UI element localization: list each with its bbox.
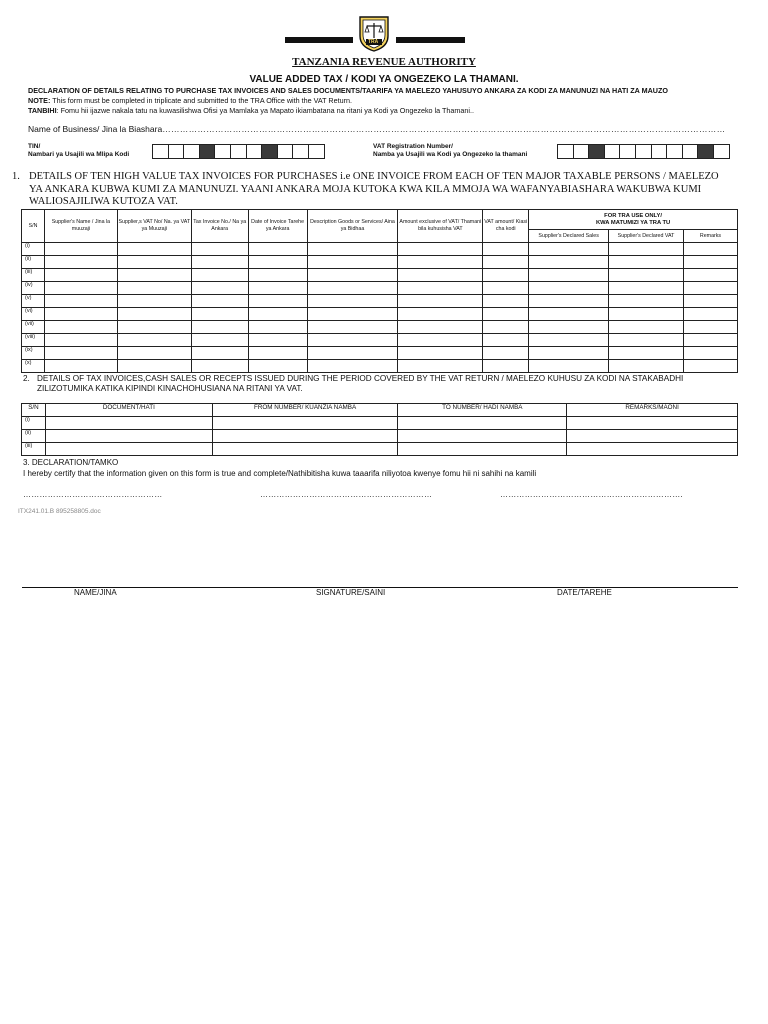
table-row	[22, 243, 738, 256]
table-cell[interactable]	[398, 417, 567, 430]
table-cell[interactable]	[117, 295, 191, 308]
signature-label: SIGNATURE/SAINI	[316, 588, 386, 597]
table-cell[interactable]	[117, 347, 191, 360]
section2-text: DETAILS OF TAX INVOICES,CASH SALES OR RECEPTS ISSUED DURING THE PERIOD COVERED BY THE VAT RETURN / MAELEZO KUHUSU ZA KODI NA STAKABADHI ZILIZOTUMIKA KATIKA KIPINDI KINACHOHUSIANA NA RITANI YA VAT.	[37, 374, 684, 393]
table-cell[interactable]	[683, 347, 737, 360]
table-cell[interactable]	[398, 430, 567, 443]
col-supplier-vat: Supplier,s VAT No/ Na. ya VAT ya Muuzaji	[117, 210, 191, 243]
table-cell[interactable]	[529, 308, 609, 321]
table-cell[interactable]	[398, 243, 483, 256]
date-label: DATE/TAREHE	[557, 588, 612, 597]
col2-remarks: REMARKS/MAONI	[567, 404, 738, 417]
row-sn: (ii)	[22, 430, 46, 443]
row-sn: (x)	[22, 360, 45, 373]
tra-header-en: FOR TRA USE ONLY/	[604, 212, 663, 219]
section3-heading: 3. DECLARATION/TAMKO	[23, 458, 119, 467]
table-cell[interactable]	[683, 360, 737, 373]
table-cell[interactable]	[191, 243, 248, 256]
table-cell[interactable]	[529, 269, 609, 282]
table-cell[interactable]	[483, 269, 529, 282]
table-cell[interactable]	[248, 256, 307, 269]
sales-documents-table	[21, 403, 738, 456]
table-cell[interactable]	[248, 347, 307, 360]
header-left-bar	[285, 37, 353, 43]
table-cell[interactable]	[307, 347, 398, 360]
certification-statement: I hereby certify that the information given on this form is true and complete/Nathibitisha kuwa taaarifa niliyotoa kwenye fomu hii ni sahihi na kamili	[23, 469, 537, 478]
table-cell[interactable]	[529, 334, 609, 347]
tanbihi-line	[28, 106, 474, 115]
table-cell[interactable]	[212, 443, 398, 456]
table-cell[interactable]	[191, 334, 248, 347]
purchase-invoices-table	[21, 209, 738, 373]
table-cell[interactable]	[307, 269, 398, 282]
table-row	[22, 295, 738, 308]
section1-number: 1.	[12, 171, 20, 182]
tin-label-en: TIN/	[28, 143, 41, 150]
table-cell[interactable]	[483, 321, 529, 334]
header-right-bar	[396, 37, 465, 43]
table-cell[interactable]	[191, 295, 248, 308]
vrn-label-en: VAT Registration Number/	[373, 143, 453, 150]
table-cell[interactable]	[609, 347, 684, 360]
table-cell[interactable]	[609, 321, 684, 334]
col-description: Description Goods or Services/ Aina ya Bidhaa	[307, 210, 398, 243]
table-cell[interactable]	[483, 256, 529, 269]
tin-box[interactable]	[292, 144, 309, 159]
table-cell[interactable]	[609, 334, 684, 347]
row-sn: (i)	[22, 243, 45, 256]
tin-separator	[261, 144, 278, 159]
table-cell[interactable]	[44, 243, 117, 256]
vrn-label-sw: Namba ya Usajili wa Kodi ya Ongezeko la thamani	[373, 151, 528, 158]
row-sn: (v)	[22, 295, 45, 308]
table-row	[22, 269, 738, 282]
table-cell[interactable]	[44, 295, 117, 308]
row-sn: (iii)	[22, 443, 46, 456]
vrn-separator	[697, 144, 714, 159]
tin-box[interactable]	[168, 144, 185, 159]
col-declared-sales: Supplier's Declared Sales	[529, 230, 609, 243]
section1-text: DETAILS OF TEN HIGH VALUE TAX INVOICES FOR PURCHASES i.e ONE INVOICE FROM EACH OF TEN MAJOR TAXABLE PERSONS / MAELEZO YA ANKARA KUBWA KUMI ZA MANUNUZI. YAANI ANKARA MOJA KUTOKA KWA KILA MMOJA WA WAFANYABIASHARA WAKUBWA KUMI WALIOSAJILIWA KUTOZA VAT.	[29, 171, 719, 207]
tin-separator	[199, 144, 216, 159]
note-line	[28, 96, 352, 105]
table-cell[interactable]	[212, 417, 398, 430]
table-cell[interactable]	[117, 269, 191, 282]
row-sn: (iv)	[22, 282, 45, 295]
table-cell[interactable]	[191, 282, 248, 295]
table-cell[interactable]	[398, 360, 483, 373]
business-name-field[interactable]	[28, 124, 725, 134]
table-cell[interactable]	[191, 347, 248, 360]
table-cell[interactable]	[529, 282, 609, 295]
tanbihi-text: : Fomu hii ijazwe nakala tatu na kuwasilishwa Ofisi ya Mamlaka ya Mapato ikiambatana na ritani ya Kodi ya Ongezeko la Thamani..	[56, 106, 474, 115]
vrn-separator	[588, 144, 605, 159]
table-cell[interactable]	[609, 295, 684, 308]
document-reference: ITX241.01.B 895258805.doc	[18, 508, 101, 515]
table-cell[interactable]	[483, 308, 529, 321]
table-cell[interactable]	[529, 256, 609, 269]
table-cell[interactable]	[212, 430, 398, 443]
vrn-box[interactable]	[619, 144, 636, 159]
table-cell[interactable]	[191, 308, 248, 321]
table-cell[interactable]	[307, 321, 398, 334]
table-cell[interactable]	[567, 443, 738, 456]
col2-to-number: TO NUMBER/ HADI NAMBA	[398, 404, 567, 417]
table-cell[interactable]	[44, 256, 117, 269]
table-cell[interactable]	[307, 243, 398, 256]
tin-label-sw: Nambari ya Usajili wa Mlipa Kodi	[28, 151, 130, 158]
table-cell[interactable]	[398, 321, 483, 334]
table-cell[interactable]	[398, 334, 483, 347]
col-invoice-no: Tax Invoice No./ Na ya Ankara	[191, 210, 248, 243]
table-cell[interactable]	[609, 308, 684, 321]
vrn-box[interactable]	[651, 144, 668, 159]
row-sn: (i)	[22, 417, 46, 430]
business-name-dots: …………………………………………………………………………………………………………………………………………………………………………	[162, 124, 726, 134]
row-sn: (ii)	[22, 256, 45, 269]
table-cell[interactable]	[398, 295, 483, 308]
table-cell[interactable]	[683, 295, 737, 308]
col-supplier-name: Supplier's Name / Jina la muuzaji	[44, 210, 117, 243]
table-cell[interactable]	[248, 243, 307, 256]
name-dots[interactable]: ……………………………………………	[23, 490, 163, 499]
table-row	[22, 417, 738, 430]
col-remarks: Remarks	[683, 230, 737, 243]
business-name-label: Name of Business/ Jina la Biashara	[28, 124, 163, 134]
date-dots[interactable]: ………………………………………………………….	[500, 490, 683, 499]
table-cell[interactable]	[44, 360, 117, 373]
table-row	[22, 282, 738, 295]
vrn-box[interactable]	[682, 144, 699, 159]
table-cell[interactable]	[191, 321, 248, 334]
table-cell[interactable]	[44, 321, 117, 334]
tin-box[interactable]	[308, 144, 325, 159]
table-cell[interactable]	[398, 347, 483, 360]
table-cell[interactable]	[609, 360, 684, 373]
vrn-label	[373, 143, 527, 159]
vrn-box[interactable]	[713, 144, 730, 159]
table-cell[interactable]	[45, 443, 212, 456]
table-row	[22, 360, 738, 373]
table-cell[interactable]	[567, 430, 738, 443]
table-row	[22, 347, 738, 360]
table-cell[interactable]	[529, 321, 609, 334]
tra-use-only-header	[529, 210, 738, 230]
table-cell[interactable]	[483, 360, 529, 373]
row-sn: (vii)	[22, 321, 45, 334]
table-cell[interactable]	[248, 334, 307, 347]
col2-sn: S/N	[22, 404, 46, 417]
table-cell[interactable]	[567, 417, 738, 430]
vrn-boxes[interactable]	[558, 144, 730, 159]
table-cell[interactable]	[44, 269, 117, 282]
table-cell[interactable]	[191, 256, 248, 269]
name-label: NAME/JINA	[74, 588, 117, 597]
tin-box[interactable]	[152, 144, 169, 159]
table-cell[interactable]	[45, 417, 212, 430]
table-row	[22, 308, 738, 321]
table-cell[interactable]	[248, 360, 307, 373]
table-cell[interactable]	[683, 321, 737, 334]
table-row	[22, 256, 738, 269]
form-title: VALUE ADDED TAX / KODI YA ONGEZEKO LA THAMANI.	[249, 74, 519, 85]
table-cell[interactable]	[398, 256, 483, 269]
table-cell[interactable]	[117, 360, 191, 373]
tin-box[interactable]	[277, 144, 294, 159]
table-cell[interactable]	[307, 360, 398, 373]
table-cell[interactable]	[44, 308, 117, 321]
note-text: This form must be completed in triplicate and submitted to the TRA Office with the VAT Return.	[50, 96, 352, 105]
table-cell[interactable]	[398, 282, 483, 295]
table-row	[22, 443, 738, 456]
tin-boxes[interactable]	[153, 144, 325, 159]
table-row	[22, 321, 738, 334]
vrn-box[interactable]	[666, 144, 683, 159]
col2-document: DOCUMENT/HATI	[45, 404, 212, 417]
table-cell[interactable]	[307, 334, 398, 347]
table-cell[interactable]	[117, 243, 191, 256]
table-cell[interactable]	[529, 243, 609, 256]
table-cell[interactable]	[683, 334, 737, 347]
table-cell[interactable]	[45, 430, 212, 443]
table-cell[interactable]	[609, 282, 684, 295]
table-cell[interactable]	[117, 308, 191, 321]
table-cell[interactable]	[529, 295, 609, 308]
table-cell[interactable]	[609, 256, 684, 269]
table-row	[22, 334, 738, 347]
table-cell[interactable]	[307, 308, 398, 321]
vrn-box[interactable]	[635, 144, 652, 159]
table-cell[interactable]	[248, 321, 307, 334]
col-amount-excl-vat: Amount exclusive of VAT/ Thamani bila kuhusisha VAT	[398, 210, 483, 243]
table-cell[interactable]	[483, 295, 529, 308]
col2-from-number: FROM NUMBER/ KUANZIA NAMBA	[212, 404, 398, 417]
logo-text: TRA	[368, 39, 379, 45]
authority-name: TANZANIA REVENUE AUTHORITY	[292, 56, 476, 68]
col-sn: S/N	[22, 210, 45, 243]
table-cell[interactable]	[609, 269, 684, 282]
table-cell[interactable]	[248, 282, 307, 295]
declaration-heading: DECLARATION OF DETAILS RELATING TO PURCHASE TAX INVOICES AND SALES DOCUMENTS/TAARIFA YA MAELEZO YAHUSUYO ANKARA ZA KODI ZA MANUNUZI NA HATI ZA MAUZO	[28, 86, 668, 95]
table-cell[interactable]	[398, 443, 567, 456]
table-cell[interactable]	[483, 243, 529, 256]
row-sn: (viii)	[22, 334, 45, 347]
tanbihi-label: TANBIHI	[28, 106, 57, 115]
vrn-box[interactable]	[557, 144, 574, 159]
table-cell[interactable]	[529, 347, 609, 360]
table-cell[interactable]	[191, 269, 248, 282]
vrn-box[interactable]	[573, 144, 590, 159]
table-row	[22, 430, 738, 443]
table-cell[interactable]	[609, 243, 684, 256]
table-cell[interactable]	[683, 282, 737, 295]
table-cell[interactable]	[307, 256, 398, 269]
tin-box[interactable]	[214, 144, 231, 159]
tin-box[interactable]	[246, 144, 263, 159]
table-cell[interactable]	[683, 243, 737, 256]
table-cell[interactable]	[529, 360, 609, 373]
col-vat-amount: VAT amount/ Kiasi cha kodi	[483, 210, 529, 243]
table-cell[interactable]	[483, 334, 529, 347]
table-cell[interactable]	[117, 334, 191, 347]
table-cell[interactable]	[248, 269, 307, 282]
table-cell[interactable]	[483, 347, 529, 360]
row-sn: (iii)	[22, 269, 45, 282]
tin-box[interactable]	[183, 144, 200, 159]
table-cell[interactable]	[117, 256, 191, 269]
vrn-box[interactable]	[604, 144, 621, 159]
note-label: NOTE:	[28, 96, 51, 105]
tin-label	[28, 143, 129, 159]
table-cell[interactable]	[683, 256, 737, 269]
table-cell[interactable]	[44, 347, 117, 360]
table-cell[interactable]	[44, 282, 117, 295]
row-sn: (vi)	[22, 308, 45, 321]
table-cell[interactable]	[398, 308, 483, 321]
table-cell[interactable]	[117, 321, 191, 334]
tin-box[interactable]	[230, 144, 247, 159]
table-cell[interactable]	[483, 282, 529, 295]
tra-emblem-icon	[357, 14, 391, 52]
table-cell[interactable]	[44, 334, 117, 347]
col-invoice-date: Date of Invoice Tarehe ya Ankara	[248, 210, 307, 243]
table-cell[interactable]	[307, 295, 398, 308]
table-cell[interactable]	[191, 360, 248, 373]
table-cell[interactable]	[683, 269, 737, 282]
signature-dots[interactable]: ………………………………………………………	[260, 490, 433, 499]
row-sn: (ix)	[22, 347, 45, 360]
table-cell[interactable]	[683, 308, 737, 321]
table-cell[interactable]	[307, 282, 398, 295]
table-cell[interactable]	[117, 282, 191, 295]
table-cell[interactable]	[248, 308, 307, 321]
section2-number: 2.	[23, 374, 30, 383]
col-declared-vat: Supplier's Declared VAT	[609, 230, 684, 243]
table-cell[interactable]	[248, 295, 307, 308]
tra-header-sw: KWA MATUMIZI YA TRA TU	[595, 219, 671, 226]
table-cell[interactable]	[398, 269, 483, 282]
